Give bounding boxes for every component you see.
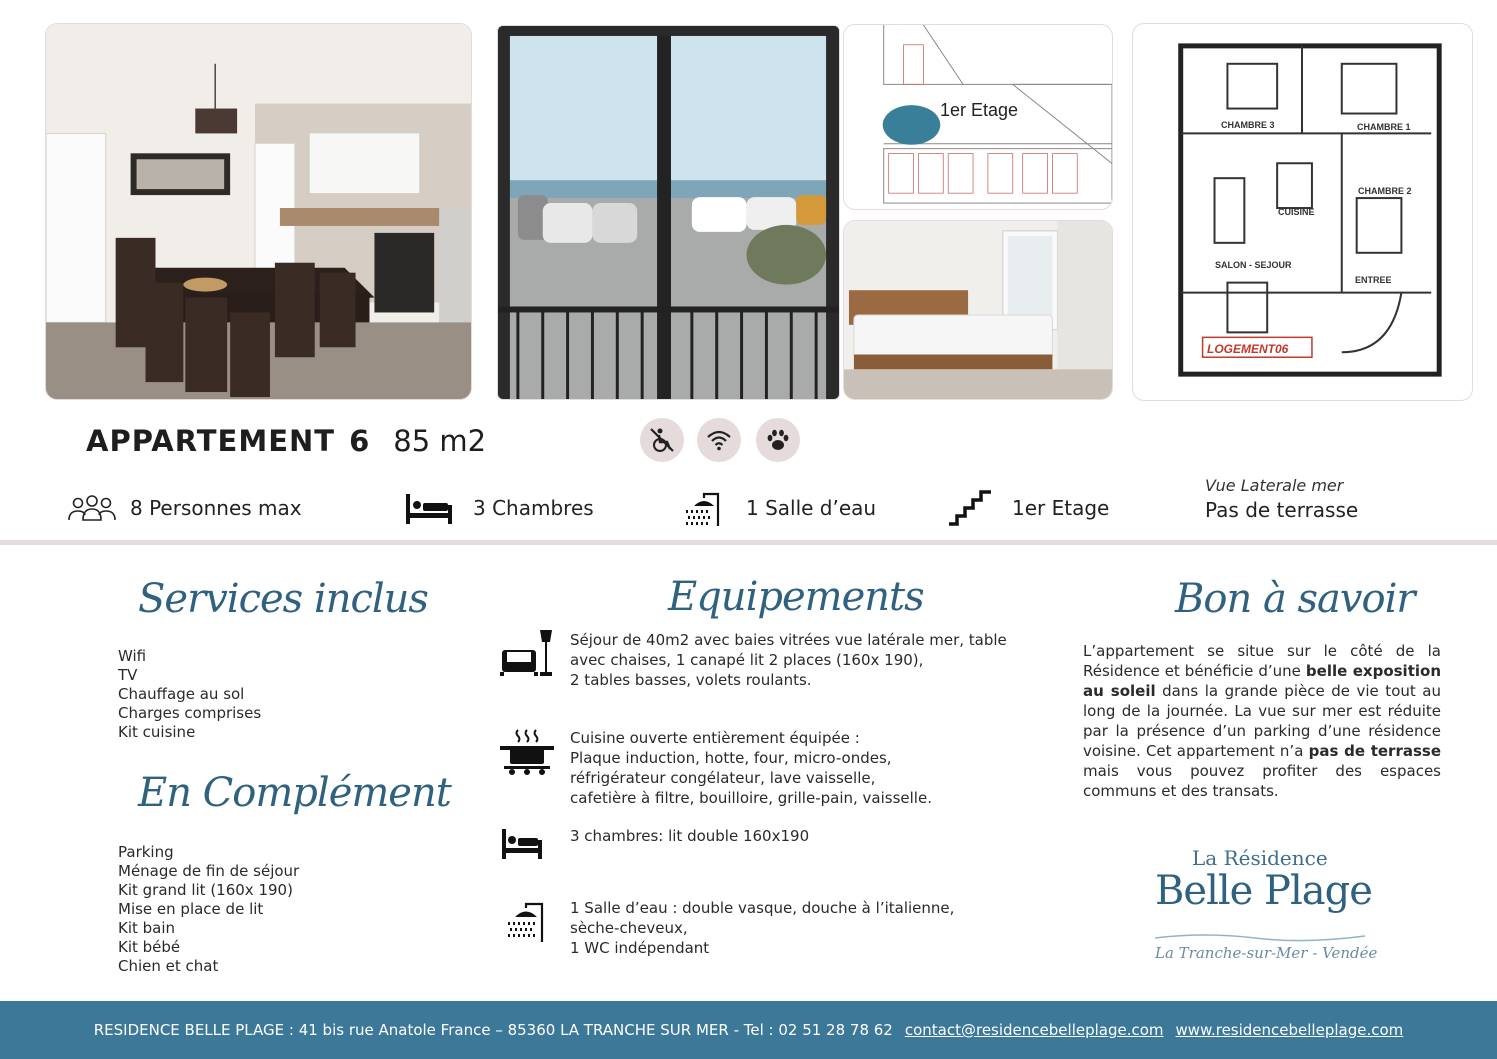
equipment-line: Cuisine ouverte entièrement équipée :: [570, 729, 860, 747]
equipment-line: réfrigérateur congélateur, lave vaisselle,: [570, 769, 876, 787]
equipment-line: Plaque induction, hotte, four, micro-ondes,: [570, 749, 892, 767]
list-item: Kit cuisine: [118, 723, 196, 741]
room-label: ENTREE: [1355, 275, 1392, 285]
bon-a-savoir-heading: Bon à savoir: [1175, 576, 1415, 622]
equipment-item-kitchen: [498, 728, 1058, 808]
paragraph-part: L’appartement se situe sur le côté de la Résidence et bénéficie d’une: [1083, 642, 1441, 680]
shower-icon: [498, 898, 556, 942]
floor-text: 1er Etage: [1012, 496, 1110, 520]
complement-list: [118, 843, 299, 976]
equipment-line: 2 tables basses, volets roulants.: [570, 671, 812, 689]
equipment-line: 1 Salle d’eau : double vasque, douche à l’italienne,: [570, 899, 955, 917]
bed-icon: [405, 491, 453, 525]
logo-wave-icon: [1155, 930, 1365, 944]
paragraph-part: dans la grande pièce de vie tout au long de la journée. La vue sur mer est réduite par la présence d’un parking d’une résidence voisine. Cet appartement n’a: [1083, 682, 1441, 760]
footer-website-link[interactable]: www.residencebelleplage.com: [1175, 1021, 1404, 1039]
equipment-line: 1 WC indépendant: [570, 939, 710, 957]
equipment-line: 3 chambres: lit double 160x190: [570, 827, 810, 845]
room-label: CHAMBRE 2: [1358, 186, 1412, 196]
equipment-item-bathroom: [498, 898, 1058, 958]
room-label: CHAMBRE 1: [1357, 122, 1411, 132]
title-name: APPARTEMENT: [86, 424, 336, 458]
list-item: Chien et chat: [118, 957, 219, 975]
room-label: CHAMBRE 3: [1221, 120, 1275, 130]
services-heading: Services inclus: [138, 576, 428, 622]
wifi-badge: [697, 418, 741, 462]
footer-email-link[interactable]: contact@residencebelleplage.com: [904, 1021, 1164, 1039]
paragraph-part: mais vous pouvez profiter des espaces communs et des transats.: [1083, 762, 1441, 800]
list-item: TV: [118, 666, 138, 684]
room-label: SALON - SEJOUR: [1215, 260, 1292, 270]
list-item: Ménage de fin de séjour: [118, 862, 300, 880]
wifi-icon: [705, 426, 733, 454]
capacity-text: 8 Personnes max: [130, 496, 302, 520]
cooking-pot-icon: [498, 728, 556, 776]
list-item: Chauffage au sol: [118, 685, 245, 703]
terrace-info: Pas de terrasse: [1205, 498, 1359, 522]
bathroom-text: 1 Salle d’eau: [746, 496, 877, 520]
title-number: 6: [349, 424, 370, 458]
sofa-lamp-icon: [498, 630, 556, 678]
logo-subtitle: La Résidence: [1192, 846, 1328, 870]
no-wheelchair-icon: [648, 426, 676, 454]
equipment-line: Séjour de 40m2 avec baies vitrées vue latérale mer, table: [570, 631, 1007, 649]
equipment-line: avec chaises, 1 canapé lit 2 places (160x 190),: [570, 651, 924, 669]
view-description: Vue Laterale mer: [1205, 476, 1344, 495]
equipment-item-bedrooms: [498, 826, 1058, 860]
title-area: 85 m2: [393, 424, 487, 458]
sea-view-photo: [497, 25, 840, 400]
list-item: Kit grand lit (160x 190): [118, 881, 293, 899]
equipment-line: sèche-cheveux,: [570, 919, 688, 937]
pet-badge: [756, 418, 800, 462]
section-divider: [0, 540, 1497, 545]
list-item: Mise en place de lit: [118, 900, 264, 918]
shower-icon: [682, 490, 722, 526]
services-list: [118, 647, 261, 742]
footer-address: RESIDENCE BELLE PLAGE : 41 bis rue Anatole France – 85360 LA TRANCHE SUR MER - Tel : 02 51 28 78 62: [93, 1021, 893, 1039]
list-item: Parking: [118, 843, 174, 861]
floor-plan-label: 1er Etage: [940, 100, 1019, 120]
complement-heading: En Complément: [138, 770, 451, 816]
equipements-heading: Equipements: [668, 574, 924, 620]
bon-a-savoir-text: [1083, 641, 1441, 801]
list-item: Kit bain: [118, 919, 176, 937]
bedrooms-feature: [405, 488, 594, 528]
list-item: Charges comprises: [118, 704, 262, 722]
floor-feature: [947, 488, 1109, 528]
list-item: Kit bébé: [118, 938, 181, 956]
bathroom-feature: [682, 488, 876, 528]
logo-tagline: La Tranche-sur-Mer - Vendée: [1155, 944, 1378, 962]
paragraph-bold: belle exposition au soleil: [1083, 662, 1441, 700]
logo-title: Belle Plage: [1155, 868, 1372, 914]
apartment-floor-plan-image: [1132, 23, 1473, 401]
stairs-icon: [947, 490, 993, 526]
paragraph-bold: pas de terrasse: [1308, 742, 1442, 760]
equipment-item-living: [498, 630, 1058, 690]
no-wheelchair-badge: [640, 418, 684, 462]
unit-tag: LOGEMENT06: [1207, 342, 1289, 356]
footer-bar: [0, 1001, 1497, 1059]
page-title: [86, 424, 486, 458]
room-label: CUISINE: [1278, 207, 1315, 217]
bed-icon: [498, 826, 556, 860]
paw-icon: [764, 426, 792, 454]
list-item: Wifi: [118, 647, 147, 665]
capacity-feature: [66, 488, 302, 528]
bedroom-photo: [843, 220, 1113, 400]
dining-room-photo: [45, 23, 472, 400]
bedrooms-text: 3 Chambres: [473, 496, 594, 520]
equipment-line: cafetière à filtre, bouilloire, grille-pain, vaisselle.: [570, 789, 932, 807]
people-group-icon: [66, 493, 118, 523]
